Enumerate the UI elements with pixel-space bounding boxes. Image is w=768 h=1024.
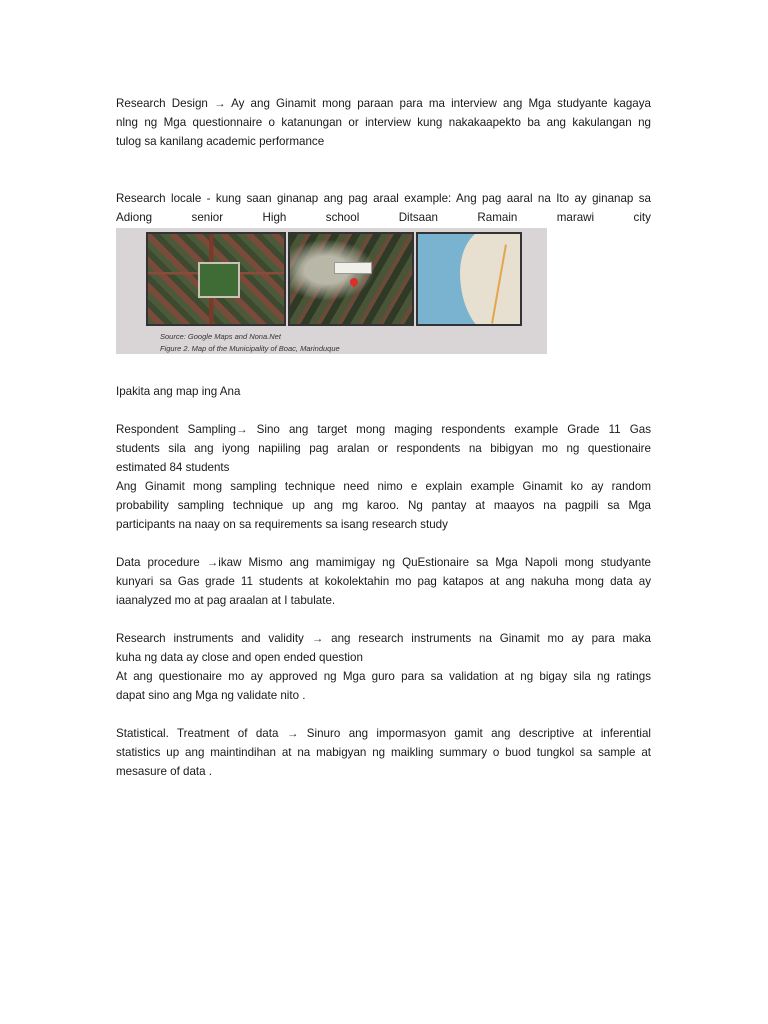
research-design-line-3: tulog sa kanilang academic performance xyxy=(116,135,325,148)
research-design-line-2: nlng ng Mga questionnaire o katanungan or interview kung nakakaapekto ba ang kakulangan ng xyxy=(116,116,651,129)
respondent-sampling-line-5: probability sampling technique up ang mg karoo. Ng pantay at maayos na pagpili sa Mga xyxy=(116,499,651,512)
statistical-treatment-line-3: mesasure of data . xyxy=(116,765,213,778)
research-instruments-paragraph xyxy=(116,629,651,705)
data-procedure-line-1: Data procedure →ikaw Mismo ang mamimigay ng QuEstionaire sa Mga Napoli mong studyante xyxy=(116,556,651,569)
respondent-sampling-line-3: estimated 84 students xyxy=(116,461,230,474)
locale-word: Ramain xyxy=(477,211,518,224)
map-label-box xyxy=(334,262,372,274)
location-map-figure xyxy=(116,228,547,354)
map-note-paragraph xyxy=(116,382,651,401)
respondent-sampling-paragraph xyxy=(116,420,651,534)
statistical-treatment-line-1: Statistical. Treatment of data → Sinuro ang impormasyon gamit ang descriptive at inferential xyxy=(116,727,651,740)
respondent-sampling-line-4: Ang Ginamit mong sampling technique need nimo e explain example Ginamit ko ay random xyxy=(116,480,651,493)
locale-word: Ditsaan xyxy=(398,211,438,224)
locale-word: city xyxy=(633,211,651,224)
data-procedure-paragraph xyxy=(116,553,651,610)
map-note-line: Ipakita ang map ing Ana xyxy=(116,385,241,398)
statistical-treatment-paragraph xyxy=(116,724,651,781)
figure-title-caption: Figure 2. Map of the Municipality of Boac, Marinduque xyxy=(160,344,340,353)
satellite-location-image xyxy=(288,232,414,326)
research-instruments-line-2: kuha ng data ay close and open ended question xyxy=(116,651,363,664)
research-instruments-line-1: Research instruments and validity → ang research instruments na Ginamit mo ay para maka xyxy=(116,632,651,645)
research-locale-paragraph xyxy=(116,189,651,227)
research-instruments-line-3: At ang questionaire mo ay approved ng Mga guro para sa validation at ng bigay sila ng ratings xyxy=(116,670,651,683)
data-procedure-line-2: kunyari sa Gas grade 11 students at kokolektahin mo pag katapos at ang nakuha mong data ay xyxy=(116,575,651,588)
map-landmass xyxy=(460,232,522,326)
locale-word: Adiong xyxy=(116,211,153,224)
respondent-sampling-line-1: Respondent Sampling→ Sino ang target mong maging respondents example Grade 11 Gas xyxy=(116,423,651,436)
locale-word: marawi xyxy=(556,211,595,224)
map-pin-icon xyxy=(348,276,359,287)
research-locale-line-2 xyxy=(116,208,651,227)
research-instruments-line-4: dapat sino ang Mga ng validate nito . xyxy=(116,689,306,702)
document-page xyxy=(116,94,651,781)
respondent-sampling-line-6: participants na naay on sa requirements sa isang research study xyxy=(116,518,448,531)
locale-word: school xyxy=(325,211,360,224)
locale-word: senior xyxy=(191,211,224,224)
figure-source-caption: Source: Google Maps and Nona.Net xyxy=(160,332,281,341)
data-procedure-line-3: iaanalyzed mo at pag araalan at I tabulate. xyxy=(116,594,336,607)
school-field-shape xyxy=(198,262,240,298)
research-design-paragraph xyxy=(116,94,651,151)
research-locale-line-1: Research locale - kung saan ginanap ang pag araal example: Ang pag aaral na Ito ay ginanap sa xyxy=(116,192,651,205)
respondent-sampling-line-2: students sila ang iyong napiiling pag aralan or respondents na bibigyan mo ng questionaire xyxy=(116,442,651,455)
regional-map-image xyxy=(416,232,522,326)
locale-word: High xyxy=(262,211,287,224)
statistical-treatment-line-2: statistics up ang maintindihan at na mabigyan ng maikling summary o buod tungkol sa sample at xyxy=(116,746,651,759)
aerial-school-image xyxy=(146,232,286,326)
research-design-line-1: Research Design → Ay ang Ginamit mong paraan para ma interview ang Mga studyante kagaya xyxy=(116,97,651,110)
